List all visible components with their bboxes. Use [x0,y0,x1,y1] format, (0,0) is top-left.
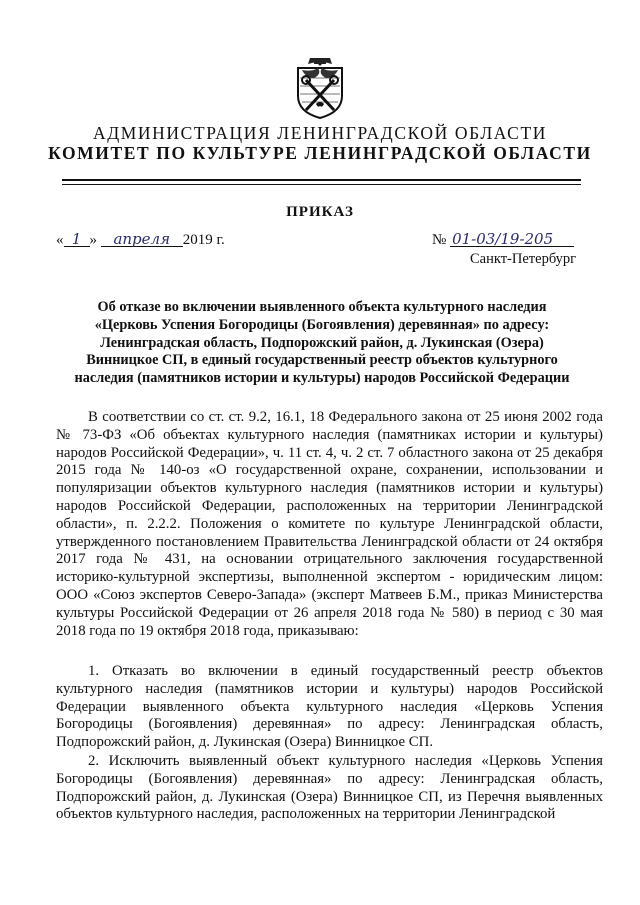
date-day: 1 [64,232,90,247]
number-sign: № [432,232,447,248]
header-rule-thin [62,184,581,185]
committee-title: КОМИТЕТ ПО КУЛЬТУРЕ ЛЕНИНГРАДСКОЙ ОБЛАСТИ [48,143,592,163]
order-item-1: 1. Отказать во включении в единый государственный реестр объектов культурного наследия (памятников истории и культуры) народов Российской Федерации выявленного объекта культурного наследия «Церковь Успения Богородицы (Богоявления) деревянная» по адресу: Ленинградская область, Подпорожский район, д. Лукинская (Озера) Винницкое СП. [56,663,603,751]
order-item-2: 2. Исключить выявленный объект культурного наследия «Церковь Успения Богородицы (Богоявления) деревянная» по адресу: Ленинградская область, Подпорожский район, д. Лукинская (Озера) Винницкое СП, из Перечня выявленных объектов культурного наследия, расположенных на территории Ленинградской [56,753,603,823]
coat-of-arms-icon [294,56,346,120]
date-open-quote: « [56,232,64,248]
order-number [432,232,574,249]
order-subject: Об отказе во включении выявленного объекта культурного наследия «Церковь Успения Богородицы (Богоявления) деревянная» по адресу: Ленинградская область, Подпорожский район, д. Лукинская (Озера) Винницкое СП, в единый государственный реестр объектов культурного наследия (памятников истории и культуры) народов Российской Федерации [74,299,570,387]
date-month: апреля [101,232,183,247]
number-value: 01-03/19-205 [450,232,574,247]
order-title: ПРИКАЗ [286,204,354,220]
order-date [56,232,225,249]
city: Санкт-Петербург [470,251,577,267]
date-close-quote: » [89,232,97,248]
date-year: 2019 г. [182,232,225,248]
administration-title: АДМИНИСТРАЦИЯ ЛЕНИНГРАДСКОЙ ОБЛАСТИ [93,123,547,143]
preamble-paragraph: В соответствии со ст. ст. 9.2, 16.1, 18 Федерального закона от 25 июня 2002 года № 73-ФЗ «Об объектах культурного наследия (памятниках истории и культуры) народов Российской Федерации», ч. 11 ст. 4, ч. 2 ст. 7 областного закона от 25 декабря 2015 года № 140-оз «О государственной охране, сохранении, использовании и популяризации объектов культурного наследия (памятников истории и культуры) народов Российской Федерации, расположенных на территории Ленинградской области», п. 2.2.2. Положения о комитете по культуре Ленинградской области, утвержденного постановлением Правительства Ленинградской области от 24 октября 2017 года № 431, на основании отрицательного заключения государственной историко-культурной экспертизы, выполненной экспертом - юридическим лицом: ООО «Союз экспертов Северо-Запада» (эксперт Матвеев Б.М., приказ Министерства культуры Российской Федерации от 26 апреля 2018 года № 580) в период с 30 мая 2018 года по 19 октября 2018 года, приказываю: [56,409,603,639]
header-rule-thick [62,179,581,181]
